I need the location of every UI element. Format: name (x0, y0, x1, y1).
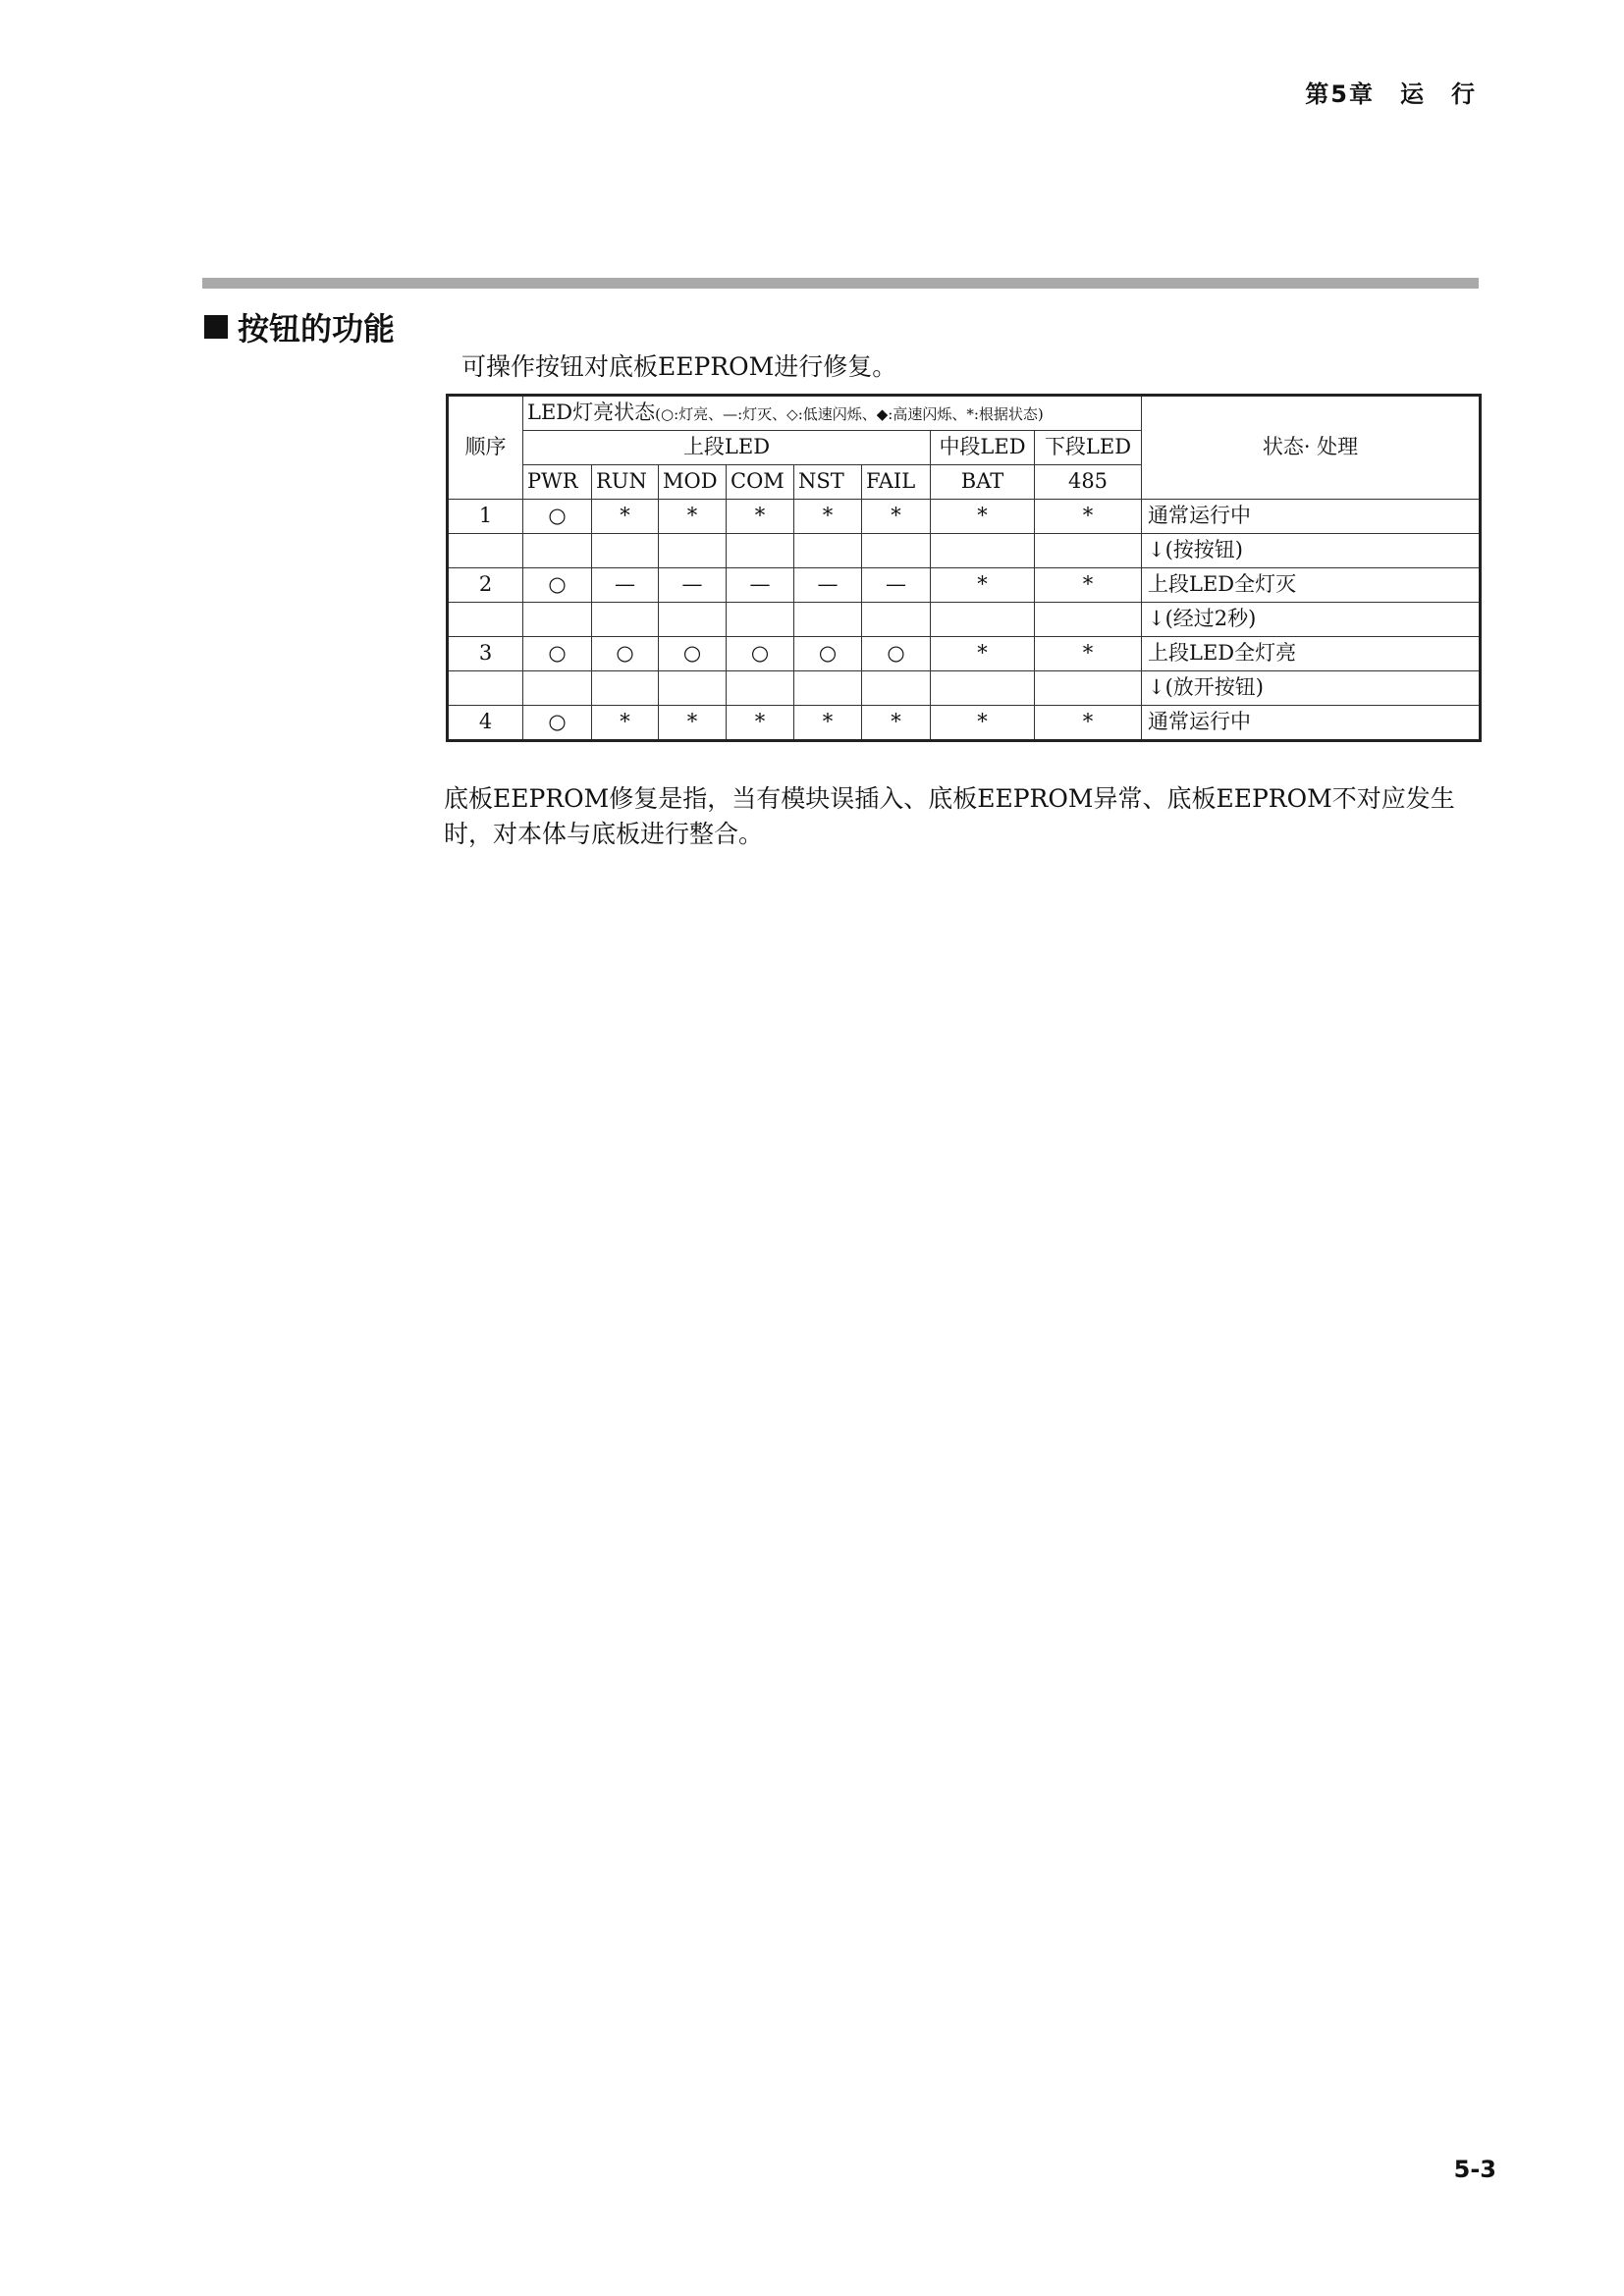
status-cell: 上段LED全灯亮 (1142, 637, 1481, 671)
status-cell: ↓(放开按钮) (1142, 671, 1481, 706)
led-cell (931, 603, 1035, 637)
led-cell: * (727, 706, 794, 741)
note-line: 底板EEPROM修复是指，当有模块误插入、底板EEPROM异常、底板EEPROM不对应发生 (444, 784, 1455, 813)
led-cell: — (592, 568, 659, 603)
status-header: 状态· 处理 (1142, 396, 1481, 500)
led-cell (659, 671, 727, 706)
led-cell (931, 671, 1035, 706)
seq-cell: 3 (448, 637, 523, 671)
led-cell: * (794, 500, 862, 534)
led-cell: — (794, 568, 862, 603)
table-row (448, 637, 1481, 671)
led-name-run: RUN (592, 465, 659, 500)
led-cell (592, 671, 659, 706)
led-cell (794, 671, 862, 706)
status-cell: 通常运行中 (1142, 500, 1481, 534)
led-cell: * (1035, 500, 1142, 534)
led-cell: ○ (523, 706, 592, 741)
led-cell: * (1035, 706, 1142, 741)
led-name-com: COM (727, 465, 794, 500)
seq-header: 顺序 (448, 396, 523, 500)
led-cell: — (727, 568, 794, 603)
upper-led-header: 上段LED (523, 431, 931, 465)
led-cell: * (931, 706, 1035, 741)
led-cell: ○ (862, 637, 931, 671)
led-cell (1035, 671, 1142, 706)
seq-cell: 2 (448, 568, 523, 603)
status-cell: 通常运行中 (1142, 706, 1481, 741)
led-status-legend: (○:灯亮、—:灯灭、◇:低速闪烁、◆:高速闪烁、*:根据状态) (655, 405, 1044, 424)
led-cell (523, 671, 592, 706)
led-name-pwr: PWR (523, 465, 592, 500)
led-cell: ○ (523, 637, 592, 671)
led-cell: * (931, 568, 1035, 603)
note-line: 时，对本体与底板进行整合。 (444, 820, 764, 849)
led-cell (1035, 534, 1142, 568)
led-cell: ○ (523, 500, 592, 534)
led-cell (727, 534, 794, 568)
table-row (448, 534, 1481, 568)
seq-cell: 1 (448, 500, 523, 534)
led-cell (794, 603, 862, 637)
seq-cell: 4 (448, 706, 523, 741)
seq-cell (448, 534, 523, 568)
led-cell: * (931, 637, 1035, 671)
section-divider (202, 278, 1479, 289)
lower-led-header: 下段LED (1035, 431, 1142, 465)
table-row (448, 568, 1481, 603)
table-row (448, 706, 1481, 741)
led-cell (523, 603, 592, 637)
table-row (448, 500, 1481, 534)
led-cell: * (659, 706, 727, 741)
led-cell: * (1035, 568, 1142, 603)
middle-led-header: 中段LED (931, 431, 1035, 465)
led-cell: * (727, 500, 794, 534)
led-name-bat: BAT (931, 465, 1035, 500)
led-cell (659, 534, 727, 568)
led-cell: * (931, 500, 1035, 534)
led-cell (1035, 603, 1142, 637)
led-cell (794, 534, 862, 568)
note-paragraph (444, 781, 1485, 853)
led-cell: — (659, 568, 727, 603)
table-header-row-1 (448, 396, 1481, 431)
black-square-icon (204, 315, 228, 339)
table-row (448, 603, 1481, 637)
seq-cell (448, 671, 523, 706)
status-cell: 上段LED全灯灭 (1142, 568, 1481, 603)
led-cell: * (1035, 637, 1142, 671)
led-name-nst: NST (794, 465, 862, 500)
led-cell: ○ (659, 637, 727, 671)
led-cell: ○ (592, 637, 659, 671)
led-name-485: 485 (1035, 465, 1142, 500)
led-status-header (523, 396, 1142, 431)
led-cell: * (862, 500, 931, 534)
status-cell: ↓(按按钮) (1142, 534, 1481, 568)
led-cell: ○ (794, 637, 862, 671)
led-cell: * (592, 706, 659, 741)
led-cell: * (659, 500, 727, 534)
section-title (204, 304, 395, 349)
led-cell (592, 534, 659, 568)
table-row (448, 671, 1481, 706)
led-cell (727, 603, 794, 637)
led-status-title: LED灯亮状态 (527, 400, 656, 425)
led-name-mod: MOD (659, 465, 727, 500)
led-name-fail: FAIL (862, 465, 931, 500)
led-cell: ○ (523, 568, 592, 603)
led-status-table (446, 394, 1482, 742)
section-title-text: 按钮的功能 (238, 310, 396, 347)
status-cell: ↓(经过2秒) (1142, 603, 1481, 637)
seq-cell (448, 603, 523, 637)
led-cell (862, 603, 931, 637)
led-cell (862, 534, 931, 568)
page-number: 5-3 (1453, 2156, 1496, 2183)
led-cell: * (592, 500, 659, 534)
led-cell (659, 603, 727, 637)
led-cell (592, 603, 659, 637)
led-cell: — (862, 568, 931, 603)
led-cell (523, 534, 592, 568)
led-cell (931, 534, 1035, 568)
chapter-header: 第5章 运 行 (1305, 80, 1477, 108)
led-cell: * (862, 706, 931, 741)
led-cell: ○ (727, 637, 794, 671)
led-cell (727, 671, 794, 706)
led-cell (862, 671, 931, 706)
intro-text: 可操作按钮对底板EEPROM进行修复。 (461, 352, 897, 381)
led-cell: * (794, 706, 862, 741)
